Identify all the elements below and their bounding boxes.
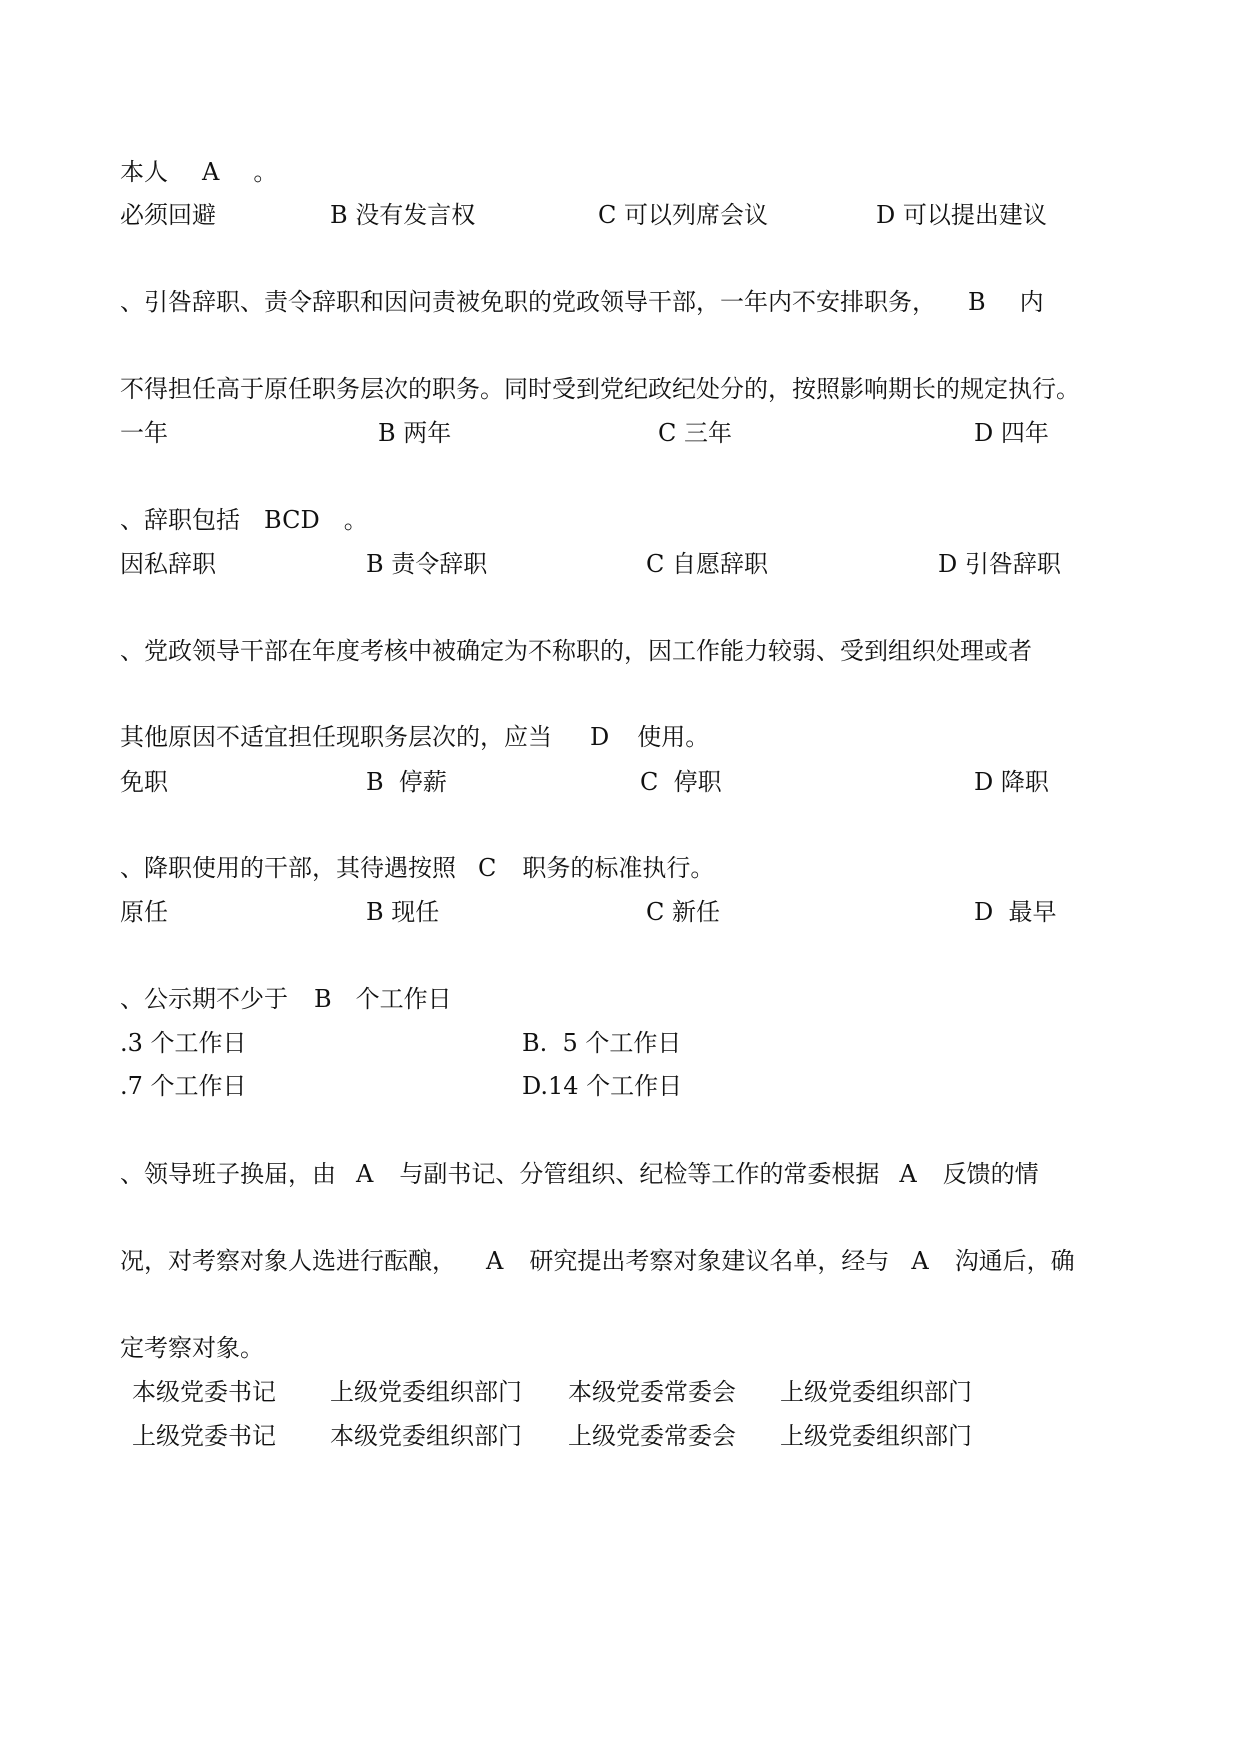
q0-text: 本人 <box>120 158 168 186</box>
q1-stem-line2: 不得担任高于原任职务层次的职务。同时受到党纪政纪处分的，按照影响期长的规定执行。 <box>120 375 1080 403</box>
q6-answer-3: A <box>486 1247 504 1275</box>
q2-text: 、辞职包括 <box>120 506 240 534</box>
q6-text-b: 与副书记、分管组织、纪检等工作的常委根据 <box>399 1160 880 1188</box>
q5-option-c: .7 个工作日 <box>120 1072 247 1100</box>
q6-option-b-1: 上级党委书记 <box>132 1422 276 1450</box>
q1-text-pre: 、引咎辞职、责令辞职和因问责被免职的党政领导干部，一年内不安排职务， <box>120 288 936 316</box>
q3-option-d: D 降职 <box>974 768 1049 796</box>
q5-stem <box>120 984 452 1014</box>
q1-answer: B <box>968 288 986 316</box>
q4-stem <box>120 853 714 883</box>
q2-end: 。 <box>343 506 368 534</box>
q3-text-post: 使用。 <box>637 723 710 751</box>
q4-option-a: 原任 <box>120 898 168 926</box>
q2-option-a: 因私辞职 <box>120 550 216 578</box>
q0-stem <box>120 157 277 187</box>
q4-answer: C <box>478 854 497 882</box>
q6-text-a: 、领导班子换届，由 <box>120 1160 336 1188</box>
q6-answer-2: A <box>899 1160 917 1188</box>
q3-stem-line1: 、党政领导干部在年度考核中被确定为不称职的，因工作能力较弱、受到组织处理或者 <box>120 637 1032 665</box>
q6-stem-line3: 定考察对象。 <box>120 1334 264 1362</box>
q0-answer: A <box>202 158 220 186</box>
q5-answer: B <box>314 985 332 1013</box>
q6-text-e: 研究提出考察对象建议名单，经与 <box>529 1247 890 1275</box>
q2-option-d: D 引咎辞职 <box>938 550 1061 578</box>
q4-text-post: 职务的标准执行。 <box>522 854 715 882</box>
q6-stem-line2 <box>120 1246 1075 1276</box>
q0-end: 。 <box>253 158 278 186</box>
q6-text-c: 反馈的情 <box>942 1160 1039 1188</box>
q3-option-a: 免职 <box>120 768 168 796</box>
q6-text-f: 沟通后，确 <box>954 1247 1075 1275</box>
q6-answer-4: A <box>911 1247 929 1275</box>
q1-option-c: C 三年 <box>658 419 732 447</box>
q3-text-pre: 其他原因不适宜担任现职务层次的，应当 <box>120 723 552 751</box>
q6-option-a-1: 本级党委书记 <box>132 1378 276 1406</box>
q6-answer-1: A <box>356 1160 374 1188</box>
q6-option-b-4: 上级党委组织部门 <box>780 1422 972 1450</box>
q3-option-c: C 停职 <box>640 768 722 796</box>
q6-text-d: 况，对考察对象人选进行酝酿， <box>120 1247 456 1275</box>
q4-text-pre: 、降职使用的干部，其待遇按照 <box>120 854 456 882</box>
q3-stem-line2 <box>120 722 709 752</box>
q1-option-b: B 两年 <box>378 419 452 447</box>
q6-option-b-2: 本级党委组织部门 <box>330 1422 522 1450</box>
q6-option-a-4: 上级党委组织部门 <box>780 1378 972 1406</box>
q2-answer: BCD <box>264 506 320 534</box>
q2-option-c: C 自愿辞职 <box>646 550 768 578</box>
q1-stem-line1 <box>120 287 1044 317</box>
q1-option-d: D 四年 <box>974 419 1049 447</box>
q1-option-a: 一年 <box>120 419 168 447</box>
q0-option-a: 必须回避 <box>120 201 216 229</box>
q6-option-a-3: 本级党委常委会 <box>568 1378 736 1406</box>
q5-option-d: D.14 个工作日 <box>522 1072 683 1100</box>
q3-option-b: B 停薪 <box>366 768 447 796</box>
q0-option-b: B 没有发言权 <box>330 201 476 229</box>
q4-option-b: B 现任 <box>366 898 440 926</box>
q5-text-post: 个工作日 <box>355 985 452 1013</box>
q2-stem <box>120 505 368 535</box>
q6-option-b-3: 上级党委常委会 <box>568 1422 736 1450</box>
q3-answer: D <box>590 723 610 751</box>
q1-text-post: 内 <box>1019 288 1044 316</box>
q2-option-b: B 责令辞职 <box>366 550 488 578</box>
q5-text-pre: 、公示期不少于 <box>120 985 288 1013</box>
q4-option-c: C 新任 <box>646 898 720 926</box>
q6-option-a-2: 上级党委组织部门 <box>330 1378 522 1406</box>
q4-option-d: D 最早 <box>974 898 1057 926</box>
q6-stem-line1 <box>120 1159 1039 1189</box>
q0-option-d: D 可以提出建议 <box>876 201 1047 229</box>
q0-option-c: C 可以列席会议 <box>598 201 768 229</box>
q5-option-a: .3 个工作日 <box>120 1029 247 1057</box>
q5-option-b: B. 5 个工作日 <box>522 1029 682 1057</box>
